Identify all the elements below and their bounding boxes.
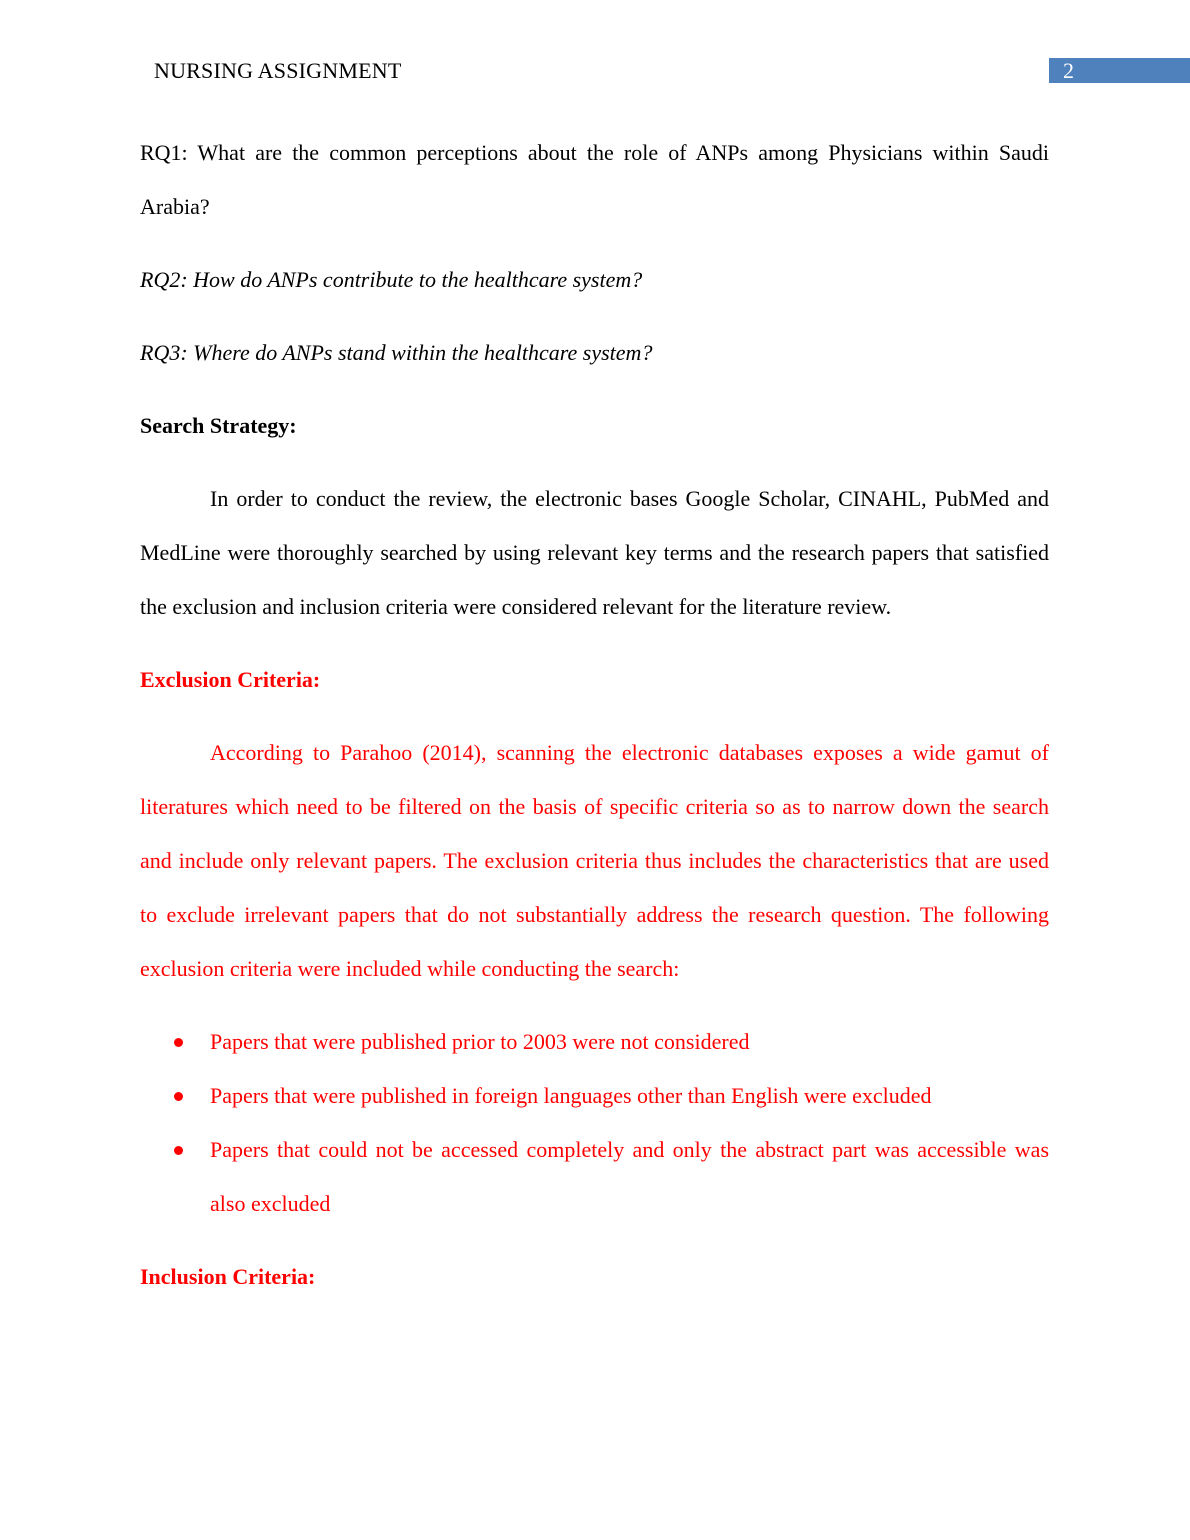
bullet-icon [174,1092,183,1101]
bullet-icon [174,1146,183,1155]
list-item-text: Papers that were published prior to 2003 were not considered [210,1029,750,1054]
research-question-3: RQ3: Where do ANPs stand within the healthcare system? [140,340,653,365]
list-item [140,1015,1049,1069]
exclusion-criteria-list [140,1015,1049,1231]
list-item [140,1069,1049,1123]
bullet-icon [174,1038,183,1047]
exclusion-criteria-heading: Exclusion Criteria: [140,667,321,692]
search-strategy-heading: Search Strategy: [140,413,297,438]
document-body [140,126,1049,1304]
research-question-2: RQ2: How do ANPs contribute to the healthcare system? [140,267,643,292]
research-question-1: RQ1: What are the common perceptions about the role of ANPs among Physicians within Saudi Arabia? [140,140,1049,219]
page-number: 2 [1063,58,1074,83]
list-item-text: Papers that could not be accessed completely and only the abstract part was accessible was also excluded [210,1137,1049,1216]
page-number-bar [1049,58,1190,83]
inclusion-criteria-heading: Inclusion Criteria: [140,1264,316,1289]
running-header-title: NURSING ASSIGNMENT [154,58,402,83]
list-item-text: Papers that were published in foreign languages other than English were excluded [210,1083,932,1108]
list-item [140,1123,1049,1231]
exclusion-criteria-paragraph: According to Parahoo (2014), scanning the electronic databases exposes a wide gamut of literatures which need to be filtered on the basis of specific criteria so as to narrow down the search and include only relevant papers. The exclusion criteria thus includes the characteristics that are used to exclude irrelevant papers that do not substantially address the research question. The following exclusion criteria were included while conducting the search: [140,740,1049,981]
search-strategy-paragraph: In order to conduct the review, the electronic bases Google Scholar, CINAHL, PubMed and MedLine were thoroughly searched by using relevant key terms and the research papers that satisfied the exclusion and inclusion criteria were considered relevant for the literature review. [140,486,1049,619]
